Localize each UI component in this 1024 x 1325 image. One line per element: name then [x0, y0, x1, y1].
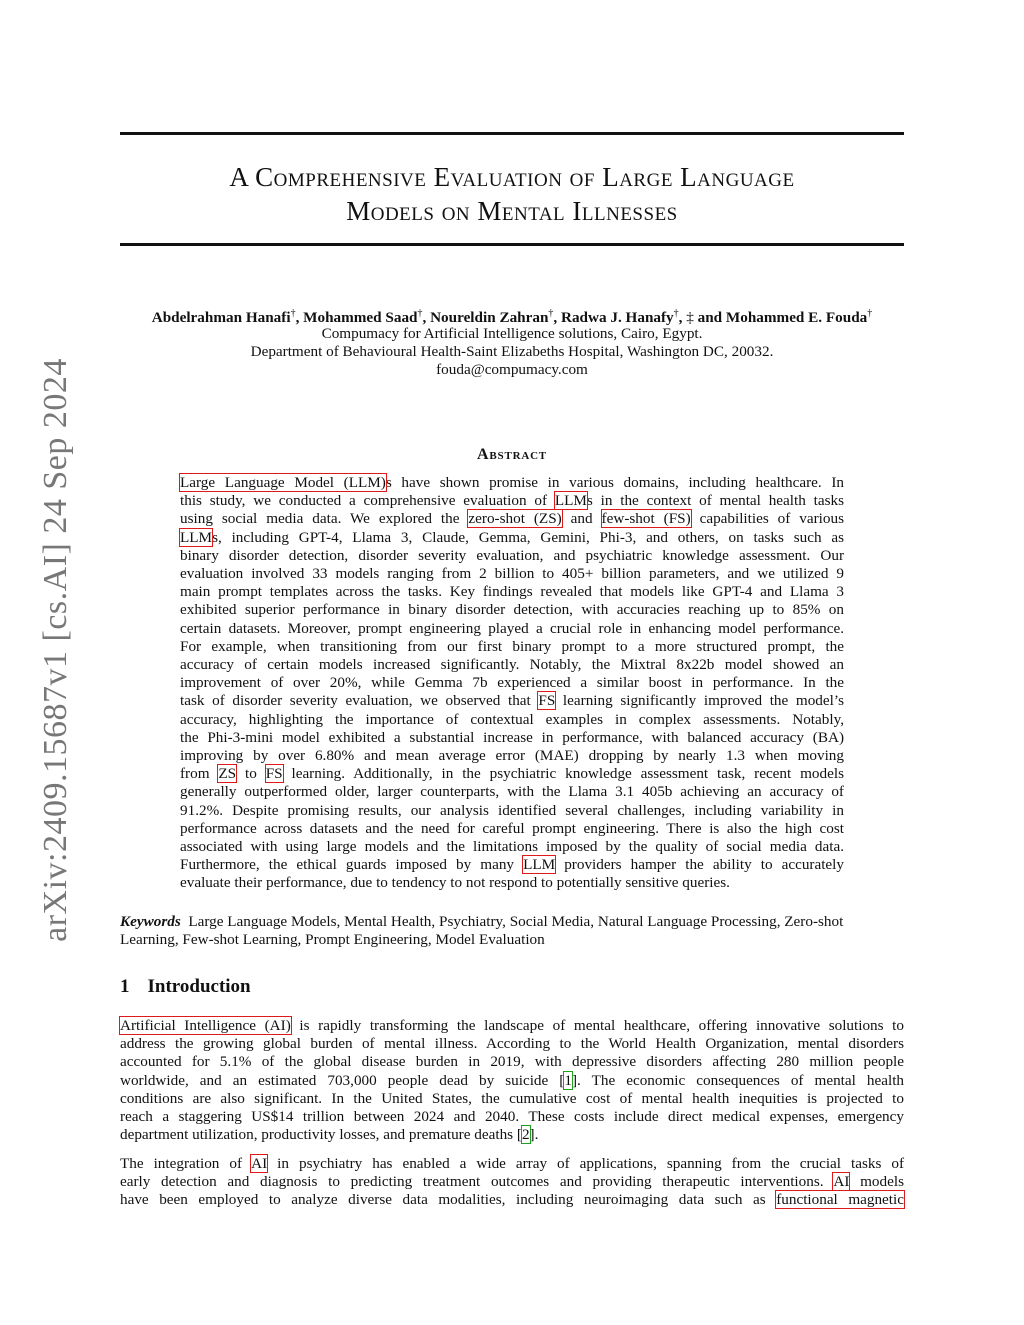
abstract-line: using social media data. We explored the zero-shot (ZS) and few-shot (FS) capabilities of various — [180, 510, 844, 528]
abstract-line: from ZS to FS learning. Additionally, in the psychiatric knowledge assessment task, recent models — [180, 765, 844, 783]
abstract-line: certain datasets. Moreover, prompt engineering played a crucial role in enhancing model performance. — [180, 619, 844, 637]
acronym-link-zs[interactable]: ZS — [218, 765, 237, 783]
paragraph-line: Artificial Intelligence (AI) is rapidly transforming the landscape of mental healthcare, offering innovative solutions to — [120, 1017, 904, 1034]
keywords-text: Large Language Models, Mental Health, Psychiatry, Social Media, Natural Language Processing, Zero-shot Learning, Few-shot Learning, Prompt Engineering, Model Evaluation — [120, 913, 844, 949]
acronym-link-ai[interactable]: AI — [833, 1173, 850, 1191]
paragraph-line: accounted for 5.1% of the global disease burden in 2019, with depressive disorders affecting 280 million people — [120, 1053, 904, 1071]
section-number: 1 — [120, 976, 130, 997]
abstract-line: binary disorder detection, disorder severity evaluation, and psychiatric knowledge assessment. Our — [180, 546, 844, 564]
abstract-line: generally outperformed older, larger counterparts, with the Llama 3.1 405b achieving an accuracy of — [180, 783, 844, 801]
abstract-line: performance across datasets and the need for careful prompt engineering. There is also the high cost — [180, 819, 844, 837]
intro-paragraph-1 — [120, 1017, 904, 1144]
abstract-line: Large Language Model (LLM)s have shown promise in various domains, including healthcare. In — [180, 474, 844, 491]
abstract-line: accuracy, highlighting the importance of contextual examples in complex assessments. Notably, — [180, 710, 844, 728]
abstract-line: improving by over 6.80% and mean average error (MAE) dropping by nearly 1.3 when moving — [180, 747, 844, 765]
author-5: Mohammed E. Fouda — [725, 309, 868, 327]
abstract-line: evaluate their performance, due to tendency to not respond to potentially sensitive queries. — [180, 874, 730, 892]
abstract-line: this study, we conducted a comprehensive evaluation of LLMs in the context of mental health tasks — [180, 492, 844, 510]
abstract-line: exhibited superior performance in binary disorder detection, with accuracies reaching up to 85% on — [180, 601, 844, 619]
paragraph-line: address the growing global burden of mental illness. According to the World Health Organization, mental disorders — [120, 1035, 904, 1053]
paper-title — [120, 160, 904, 228]
paragraph-line: have been employed to analyze diverse data modalities, including neuroimaging data such as functional magnetic — [120, 1191, 904, 1209]
keywords — [120, 913, 904, 949]
title-line-2: Models on Mental Illnesses — [346, 196, 678, 226]
paragraph-line: department utilization, productivity losses, and premature deaths [2]. — [120, 1126, 539, 1144]
abstract-line: 91.2%. Despite promising results, our analysis identified several challenges, including variability in — [180, 801, 844, 819]
paragraph-line: early detection and diagnosis to predicting treatment outcomes and providing therapeutic interventions. AI models — [120, 1173, 904, 1191]
author-2: Mohammed Saad — [303, 309, 418, 327]
author-1: Abdelrahman Hanafi — [151, 309, 291, 327]
abstract-line: the Phi-3-mini model exhibited a substantial increase in performance, with balanced accuracy (BA) — [180, 728, 844, 746]
acronym-link-zs[interactable]: zero-shot (ZS) — [468, 510, 562, 528]
paragraph-line: The integration of AI in psychiatry has enabled a wide array of applications, spanning from the crucial tasks of — [120, 1155, 905, 1172]
acronym-link-fs[interactable]: FS — [538, 692, 556, 710]
author-list: Abdelrahman Hanafi†, Mohammed Saad†, Noureldin Zahran†, Radwa J. Hanafy†, ‡ and Mohammed E. Fouda† — [151, 308, 873, 327]
abstract-line: Furthermore, the ethical guards imposed by many LLM providers hamper the ability to accurately — [180, 856, 844, 874]
acronym-link-llm[interactable]: LLM — [180, 528, 213, 546]
keywords-label: Keywords — [120, 913, 181, 930]
acronym-link-llm[interactable]: LLM — [523, 856, 556, 874]
abstract-line: accuracy of certain models increased significantly. Notably, the Mixtral 8x22b model showed an — [180, 656, 844, 674]
title-top-rule — [120, 132, 904, 135]
paragraph-line: worldwide, and an estimated 703,000 people dead by suicide [1]. The economic consequences of mental health — [120, 1071, 905, 1089]
abstract-line: main prompt templates across the tasks. Key findings revealed that models like GPT-4 and Llama 3 — [180, 583, 844, 601]
paragraph-line: conditions are also significant. In the United States, the cumulative cost of mental health inequities is projected to — [120, 1089, 904, 1107]
citation-link-1[interactable]: 1 — [564, 1071, 572, 1089]
title-line-1: A Comprehensive Evaluation of Large Language — [229, 162, 795, 192]
acronym-link-fmri[interactable]: functional magnetic — [776, 1191, 904, 1209]
title-bottom-rule — [120, 243, 904, 246]
abstract-line: LLMs, including GPT-4, Llama 3, Claude, Gemma, Gemini, Phi-3, and others, on tasks such as — [180, 528, 844, 546]
acronym-link-ai[interactable]: Artificial Intelligence (AI) — [120, 1017, 291, 1034]
abstract-line: evaluation involved 33 models ranging from 2 billion to 405+ billion parameters, and we utilized 9 — [180, 565, 844, 583]
section-title: Introduction — [147, 976, 251, 997]
abstract-line: task of disorder severity evaluation, we observed that FS learning significantly improved the model’s — [180, 692, 844, 710]
arxiv-sidebar-stamp: arXiv:2409.15687v1 [cs.AI] 24 Sep 2024 — [37, 358, 74, 942]
affiliation-1: Compumacy for Artificial Intelligence solutions, Cairo, Egypt. — [321, 325, 703, 342]
abstract-line: For example, when transitioning from our first binary prompt to a more structured prompt, the — [180, 637, 844, 655]
section-heading-introduction — [120, 976, 251, 998]
acronym-link-fs[interactable]: FS — [265, 765, 283, 783]
acronym-link-fs[interactable]: few-shot (FS) — [601, 510, 691, 528]
affiliation-2: Department of Behavioural Health-Saint Elizabeths Hospital, Washington DC, 20032. — [250, 343, 774, 360]
abstract-body — [180, 474, 844, 893]
author-3: Noureldin Zahran — [430, 309, 549, 327]
acronym-link-llm[interactable]: Large Language Model (LLM) — [180, 474, 386, 491]
author-email[interactable]: fouda@compumacy.com — [436, 361, 588, 378]
author-4: Radwa J. Hanafy — [560, 309, 674, 327]
acronym-link-ai[interactable]: AI — [251, 1155, 268, 1172]
abstract-line: improvement of over 20%, while Gemma 7b experienced a similar boost in performance. In the — [180, 674, 844, 692]
abstract-heading: Abstract — [477, 446, 547, 463]
acronym-link-llm[interactable]: LLM — [554, 492, 587, 510]
abstract-line: associated with using large models and the limitations imposed by the quality of social media data. — [180, 838, 844, 856]
citation-link-2[interactable]: 2 — [521, 1126, 530, 1144]
paragraph-line: reach a staggering US$14 trillion between 2024 and 2040. These costs include direct medical expenses, emergency — [120, 1108, 904, 1126]
intro-paragraph-2 — [120, 1155, 904, 1210]
